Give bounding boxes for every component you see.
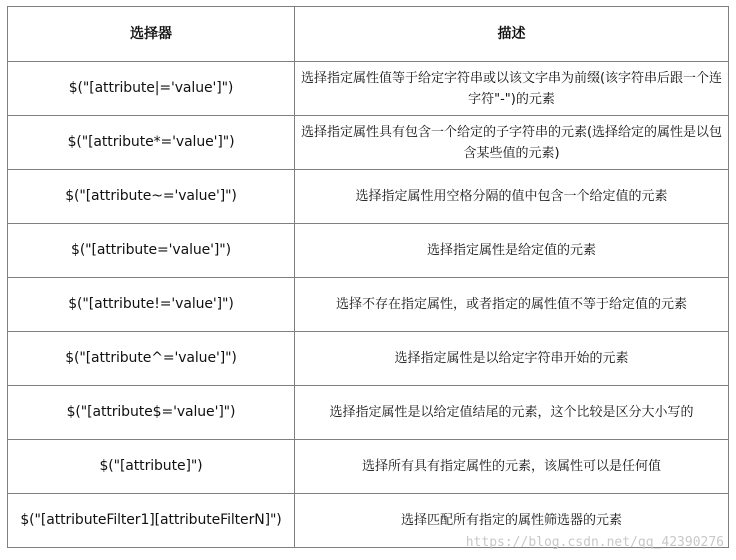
watermark: https://blog.csdn.net/qq_42390276 bbox=[465, 535, 724, 550]
table-row bbox=[8, 440, 729, 494]
selector-cell: $("[attribute~='value']") bbox=[8, 170, 295, 224]
description-cell: 选择指定属性是以给定字符串开始的元素 bbox=[295, 332, 729, 386]
description-cell: 选择指定属性是以给定值结尾的元素，这个比较是区分大小写的 bbox=[295, 386, 729, 440]
selector-cell: $("[attribute!='value']") bbox=[8, 278, 295, 332]
description-cell: 选择指定属性是给定值的元素 bbox=[295, 224, 729, 278]
table-header-row bbox=[8, 7, 729, 62]
table-row bbox=[8, 170, 729, 224]
description-cell: 选择不存在指定属性，或者指定的属性值不等于给定值的元素 bbox=[295, 278, 729, 332]
header-description: 描述 bbox=[295, 7, 729, 62]
attribute-selector-table bbox=[7, 6, 729, 548]
selector-cell: $("[attribute]") bbox=[8, 440, 295, 494]
description-cell: 选择匹配所有指定的属性筛选器的元素 bbox=[295, 494, 729, 548]
table-row bbox=[8, 62, 729, 116]
selector-cell: $("[attribute$='value']") bbox=[8, 386, 295, 440]
table-row bbox=[8, 224, 729, 278]
description-cell: 选择所有具有指定属性的元素，该属性可以是任何值 bbox=[295, 440, 729, 494]
table-row bbox=[8, 332, 729, 386]
description-cell: 选择指定属性用空格分隔的值中包含一个给定值的元素 bbox=[295, 170, 729, 224]
description-cell: 选择指定属性值等于给定字符串或以该文字串为前缀(该字符串后跟一个连字符"-")的元素 bbox=[295, 62, 729, 116]
description-cell: 选择指定属性具有包含一个给定的子字符串的元素(选择给定的属性是以包含某些值的元素) bbox=[295, 116, 729, 170]
table-row bbox=[8, 386, 729, 440]
selector-cell: $("[attribute='value']") bbox=[8, 224, 295, 278]
table-row bbox=[8, 278, 729, 332]
selector-cell: $("[attribute^='value']") bbox=[8, 332, 295, 386]
selector-cell: $("[attribute|='value']") bbox=[8, 62, 295, 116]
selector-cell: $("[attribute*='value']") bbox=[8, 116, 295, 170]
header-selector: 选择器 bbox=[8, 7, 295, 62]
table-row bbox=[8, 116, 729, 170]
selector-cell: $("[attributeFilter1][attributeFilterN]") bbox=[8, 494, 295, 548]
